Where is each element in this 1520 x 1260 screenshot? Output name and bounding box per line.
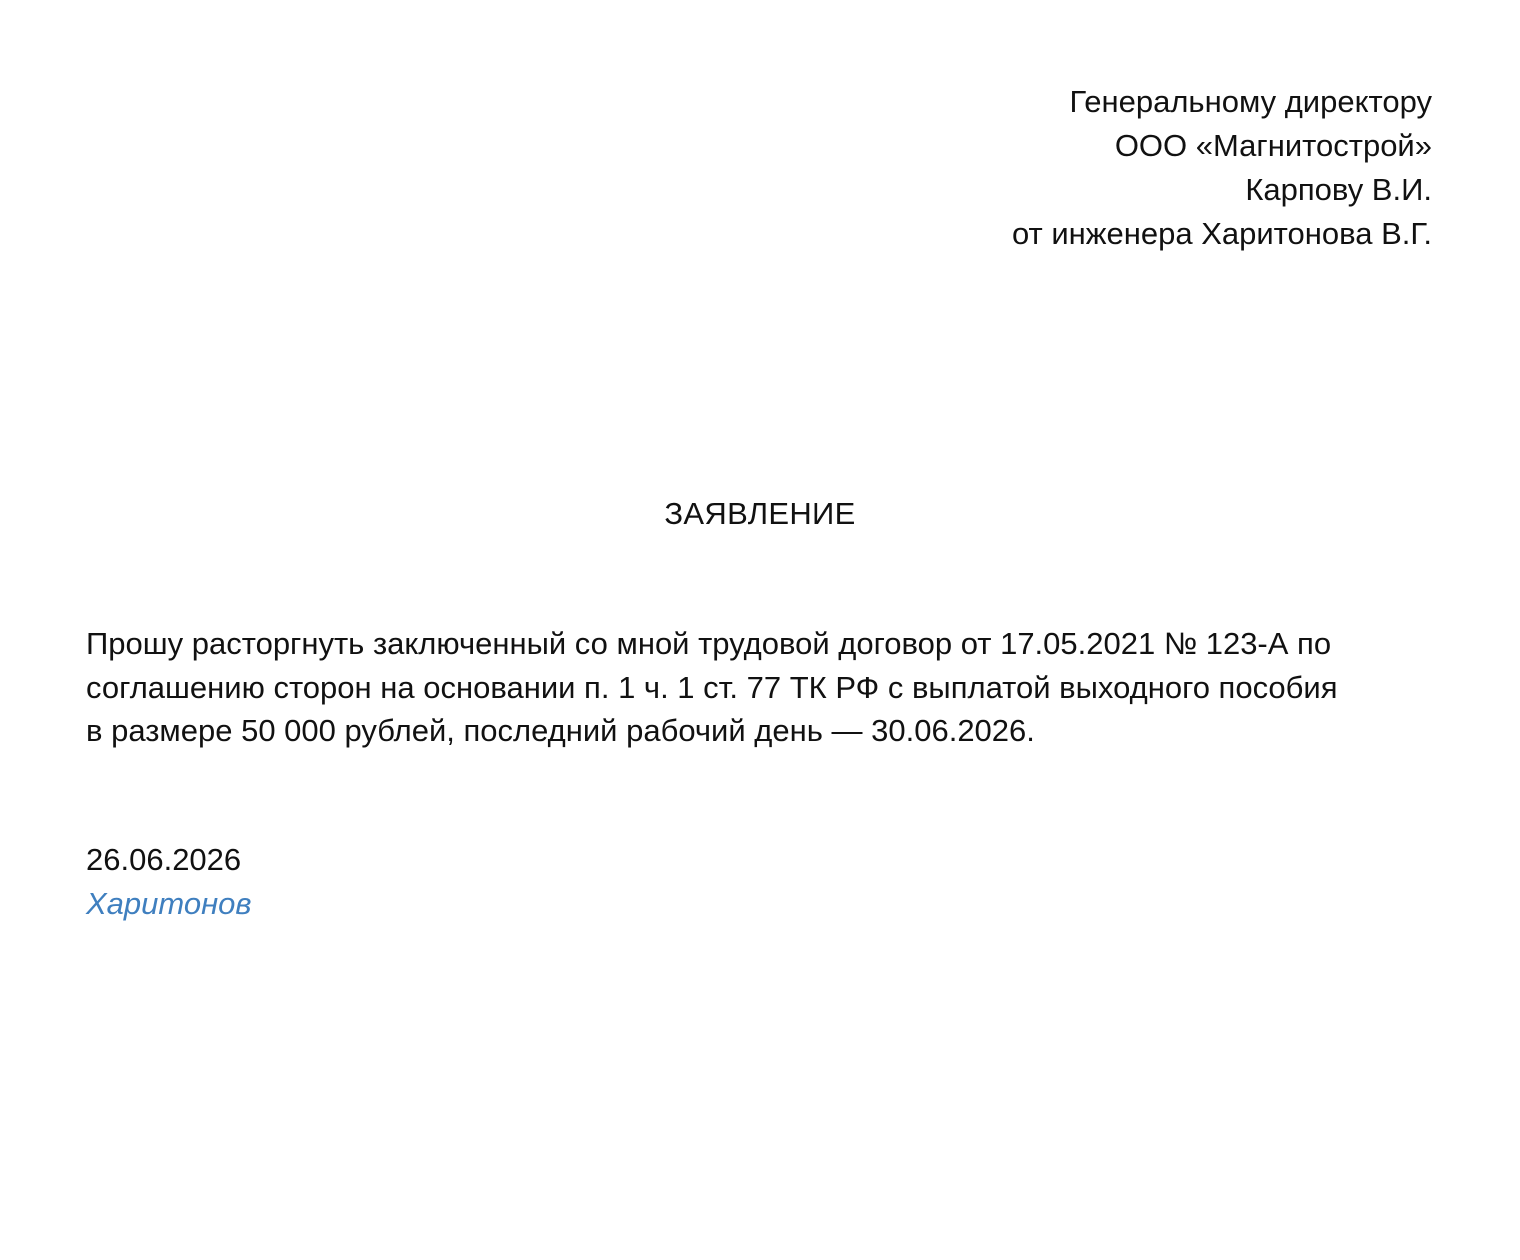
signature: Харитонов bbox=[86, 886, 252, 921]
addressee-block bbox=[1012, 80, 1432, 256]
document-date: 26.06.2026 bbox=[86, 842, 242, 877]
sender-line: от инженера Харитонова В.Г. bbox=[1011, 216, 1432, 251]
document-title: ЗАЯВЛЕНИЕ bbox=[664, 496, 856, 531]
addressee-company: ООО «Магнитострой» bbox=[1114, 128, 1432, 163]
body-line-2: соглашению сторон на основании п. 1 ч. 1 ст. 77 ТК РФ с выплатой выходного пособия bbox=[86, 669, 1338, 705]
body-line-3: в размере 50 000 рублей, последний рабочий день — 30.06.2026. bbox=[86, 713, 1035, 748]
body-line-1: Прошу расторгнуть заключенный со мной трудовой договор от 17.05.2021 № 123-А по bbox=[86, 626, 1332, 661]
addressee-position: Генеральному директору bbox=[1069, 84, 1432, 119]
addressee-name: Карпову В.И. bbox=[1245, 172, 1432, 207]
document-body bbox=[86, 622, 1436, 753]
